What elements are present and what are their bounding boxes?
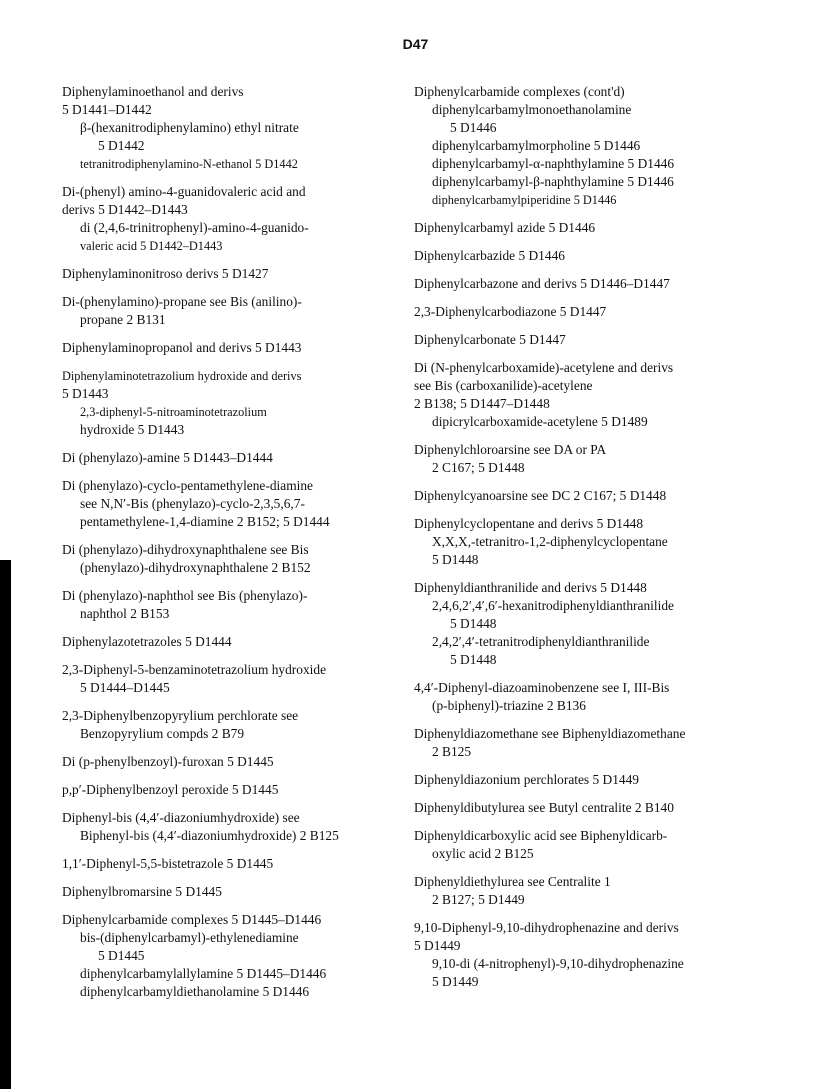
entry-heading: Diphenylcarbamide complexes 5 D1445–D1446 xyxy=(62,912,322,927)
index-entry xyxy=(62,449,432,467)
entry-subline: 5 D1442 xyxy=(98,138,145,153)
entry-subline: see N,N′-Bis (phenylazo)-cyclo-2,3,5,6,7- xyxy=(80,496,305,511)
entry-subline: 5 D1448 xyxy=(450,652,497,667)
index-entry xyxy=(414,679,809,715)
entry-subline: propane 2 B131 xyxy=(80,312,166,327)
index-entry xyxy=(62,781,432,799)
entry-heading: Diphenylbromarsine 5 D1445 xyxy=(62,884,222,899)
index-entry xyxy=(62,911,432,1001)
entry-heading: Diphenylcyclopentane and derivs 5 D1448 xyxy=(414,516,644,531)
index-entry xyxy=(414,219,809,237)
entry-heading: Diphenyldianthranilide and derivs 5 D1448 xyxy=(414,580,647,595)
entry-heading: Diphenylaminotetrazolium hydroxide and derivs xyxy=(62,369,302,383)
entry-subline: 2 C167; 5 D1448 xyxy=(432,460,525,475)
entry-heading: Diphenylcarbonate 5 D1447 xyxy=(414,332,566,347)
index-entry xyxy=(414,799,809,817)
index-entry xyxy=(62,541,432,577)
entry-heading: 4,4′-Diphenyl-diazoaminobenzene see I, III-Bis xyxy=(414,680,670,695)
entry-subline: tetranitrodiphenylamino-N-ethanol 5 D1442 xyxy=(80,157,298,171)
entry-subline: diphenylcarbamyl-α-naphthylamine 5 D1446 xyxy=(432,156,675,171)
entry-subline: diphenylcarbamylallylamine 5 D1445–D1446 xyxy=(80,966,327,981)
entry-heading: Diphenylaminopropanol and derivs 5 D1443 xyxy=(62,340,302,355)
entry-subline: derivs 5 D1442–D1443 xyxy=(62,202,188,217)
index-entry xyxy=(414,303,809,321)
entry-subline: see Bis (carboxanilide)-acetylene xyxy=(414,378,593,393)
index-entry xyxy=(62,809,432,845)
entry-subline: 5 D1448 xyxy=(450,616,497,631)
index-entry xyxy=(414,359,809,431)
index-entry xyxy=(62,587,432,623)
entry-heading: Diphenylcyanoarsine see DC 2 C167; 5 D1448 xyxy=(414,488,667,503)
index-entry xyxy=(414,771,809,789)
entry-heading: 2,3-Diphenyl-5-benzaminotetrazolium hydroxide xyxy=(62,662,327,677)
index-entry xyxy=(414,919,809,991)
index-entry xyxy=(414,275,809,293)
page-number: D47 xyxy=(402,36,429,52)
entry-subline: (phenylazo)-dihydroxynaphthalene 2 B152 xyxy=(80,560,311,575)
entry-heading: Di (phenylazo)-naphthol see Bis (phenylazo)- xyxy=(62,588,308,603)
index-entry xyxy=(62,265,432,283)
page-edge-shadow xyxy=(0,560,11,1089)
entry-subline: 2,3-diphenyl-5-nitroaminotetrazolium xyxy=(80,405,267,419)
entry-subline: diphenylcarbamyl-β-naphthylamine 5 D1446 xyxy=(432,174,674,189)
index-entry xyxy=(414,873,809,909)
entry-subline: 2 B138; 5 D1447–D1448 xyxy=(414,396,550,411)
entry-subline: diphenylcarbamylpiperidine 5 D1446 xyxy=(432,193,617,207)
entry-heading: 1,1′-Diphenyl-5,5-bistetrazole 5 D1445 xyxy=(62,856,274,871)
right-column xyxy=(414,83,809,1001)
entry-subline: bis-(diphenylcarbamyl)-ethylenediamine xyxy=(80,930,299,945)
index-entry xyxy=(414,515,809,569)
index-entry xyxy=(414,827,809,863)
entry-heading: Diphenylcarbazone and derivs 5 D1446–D1447 xyxy=(414,276,670,291)
entry-heading: Di (phenylazo)-dihydroxynaphthalene see Bis xyxy=(62,542,309,557)
entry-subline: hydroxide 5 D1443 xyxy=(80,422,185,437)
entry-heading: Di (phenylazo)-cyclo-pentamethylene-diamine xyxy=(62,478,313,493)
entry-heading: Di (phenylazo)-amine 5 D1443–D1444 xyxy=(62,450,273,465)
index-entry xyxy=(62,293,432,329)
entry-subline: 5 D1446 xyxy=(450,120,497,135)
entry-heading: Diphenylaminonitroso derivs 5 D1427 xyxy=(62,266,269,281)
entry-heading: 2,3-Diphenylcarbodiazone 5 D1447 xyxy=(414,304,607,319)
index-entry xyxy=(62,633,432,651)
index-entry xyxy=(414,331,809,349)
entry-heading: Di (N-phenylcarboxamide)-acetylene and derivs xyxy=(414,360,674,375)
index-entry xyxy=(62,367,432,439)
entry-subline: 2,4,2′,4′-tetranitrodiphenyldianthranilide xyxy=(432,634,650,649)
entry-subline: di (2,4,6-trinitrophenyl)-amino-4-guanido- xyxy=(80,220,309,235)
entry-heading: Diphenyldiazonium perchlorates 5 D1449 xyxy=(414,772,639,787)
entry-heading: Diphenylcarbamyl azide 5 D1446 xyxy=(414,220,596,235)
index-entry xyxy=(62,707,432,743)
entry-subline: 5 D1443 xyxy=(62,386,109,401)
entry-subline: (p-biphenyl)-triazine 2 B136 xyxy=(432,698,586,713)
entry-subline: naphthol 2 B153 xyxy=(80,606,170,621)
entry-heading: Diphenyldicarboxylic acid see Biphenyldicarb- xyxy=(414,828,668,843)
entry-heading: 2,3-Diphenylbenzopyrylium perchlorate see xyxy=(62,708,299,723)
entry-subline: 5 D1444–D1445 xyxy=(80,680,170,695)
entry-subline: 2,4,6,2′,4′,6′-hexanitrodiphenyldianthranilide xyxy=(432,598,674,613)
entry-heading: Diphenyldiazomethane see Biphenyldiazomethane xyxy=(414,726,686,741)
entry-heading: Diphenylchloroarsine see DA or PA xyxy=(414,442,607,457)
index-entry xyxy=(414,83,809,209)
entry-heading: Diphenyl-bis (4,4′-diazoniumhydroxide) see xyxy=(62,810,300,825)
entry-heading: Di-(phenylamino)-propane see Bis (anilino)- xyxy=(62,294,302,309)
entry-heading: 9,10-Diphenyl-9,10-dihydrophenazine and derivs xyxy=(414,920,679,935)
entry-heading: Di-(phenyl) amino-4-guanidovaleric acid and xyxy=(62,184,306,199)
entry-heading: Di (p-phenylbenzoyl)-furoxan 5 D1445 xyxy=(62,754,274,769)
entry-subline: diphenylcarbamylmonoethanolamine xyxy=(432,102,632,117)
index-entry xyxy=(62,183,432,255)
index-entry xyxy=(62,753,432,771)
entry-subline: 5 D1445 xyxy=(98,948,145,963)
index-entry xyxy=(414,441,809,477)
entry-subline: β-(hexanitrodiphenylamino) ethyl nitrate xyxy=(80,120,299,135)
entry-subline: 2 B127; 5 D1449 xyxy=(432,892,525,907)
entry-heading: Diphenylazotetrazoles 5 D1444 xyxy=(62,634,232,649)
index-entry xyxy=(62,477,432,531)
index-entry xyxy=(62,883,432,901)
entry-subline: X,X,X,-tetranitro-1,2-diphenylcyclopentane xyxy=(432,534,668,549)
entry-subline: diphenylcarbamyldiethanolamine 5 D1446 xyxy=(80,984,310,999)
entry-heading: Diphenyldibutylurea see Butyl centralite 2 B140 xyxy=(414,800,674,815)
entry-heading: Diphenylcarbazide 5 D1446 xyxy=(414,248,565,263)
entry-subline: Biphenyl-bis (4,4′-diazoniumhydroxide) 2 B125 xyxy=(80,828,339,843)
entry-subline: diphenylcarbamylmorpholine 5 D1446 xyxy=(432,138,641,153)
entry-heading: Diphenyldiethylurea see Centralite 1 xyxy=(414,874,611,889)
left-column xyxy=(62,83,432,1011)
entry-heading: Diphenylaminoethanol and derivs xyxy=(62,84,244,99)
entry-subline: 2 B125 xyxy=(432,744,472,759)
entry-heading: p,p′-Diphenylbenzoyl peroxide 5 D1445 xyxy=(62,782,279,797)
entry-subline: 5 D1441–D1442 xyxy=(62,102,152,117)
entry-subline: 5 D1449 xyxy=(414,938,461,953)
index-entry xyxy=(62,855,432,873)
entry-subline: dipicrylcarboxamide-acetylene 5 D1489 xyxy=(432,414,648,429)
index-entry xyxy=(414,579,809,669)
entry-subline: 5 D1449 xyxy=(432,974,479,989)
entry-subline: Benzopyrylium compds 2 B79 xyxy=(80,726,245,741)
entry-subline: 5 D1448 xyxy=(432,552,479,567)
index-entry xyxy=(62,83,432,173)
index-entry xyxy=(62,661,432,697)
index-entry xyxy=(62,339,432,357)
index-entry xyxy=(414,487,809,505)
index-entry xyxy=(414,247,809,265)
entry-subline: 9,10-di (4-nitrophenyl)-9,10-dihydrophenazine xyxy=(432,956,684,971)
entry-heading: Diphenylcarbamide complexes (cont'd) xyxy=(414,84,625,99)
entry-subline: oxylic acid 2 B125 xyxy=(432,846,534,861)
index-entry xyxy=(414,725,809,761)
entry-subline: pentamethylene-1,4-diamine 2 B152; 5 D1444 xyxy=(80,514,330,529)
entry-subline: valeric acid 5 D1442–D1443 xyxy=(80,239,223,253)
